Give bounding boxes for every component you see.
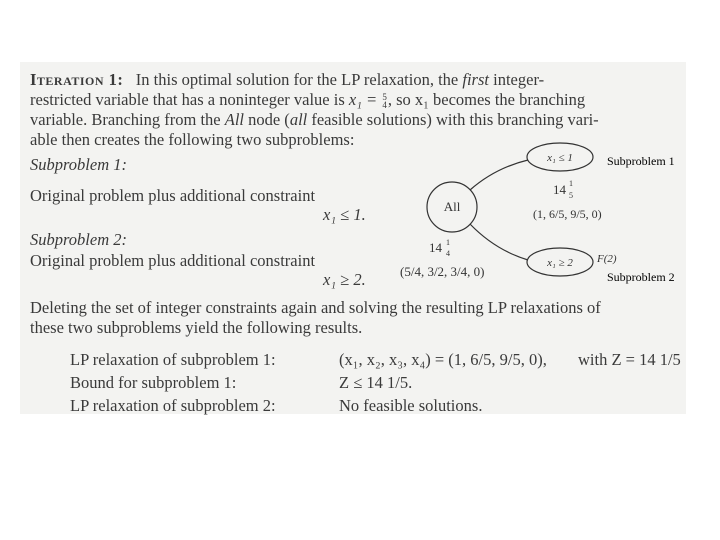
edge-all-to-sub1: [470, 160, 528, 190]
result-label: LP relaxation of subproblem 2:: [70, 396, 276, 415]
subproblem-1-title: Subproblem 1:: [30, 155, 128, 174]
node-1-bound-numerator: 1: [569, 179, 573, 188]
node-1-bound-denominator: 5: [569, 191, 573, 200]
subproblem-2-constraint: x₁ ≥ 2.: [323, 270, 366, 289]
root-bound-whole: 14: [429, 240, 442, 255]
emphasis-first: first: [462, 70, 489, 89]
root-solution: (5/4, 3/2, 3/4, 0): [400, 264, 485, 279]
root-bound-numerator: 1: [446, 238, 450, 247]
iteration-label: Iteration 1:: [30, 70, 124, 89]
node-1-constraint: x₁ ≤ 1: [547, 152, 573, 164]
subproblem-1-annotation: Subproblem 1: [607, 154, 675, 168]
result-label: LP relaxation of subproblem 1:: [70, 350, 276, 369]
result-value: (x₁, x₂, x₃, x₄) = (1, 6/5, 9/5, 0),: [339, 350, 547, 369]
result-value: Z ≤ 14 1/5.: [339, 373, 413, 392]
subproblem-1-text: Original problem plus additional constraint: [30, 186, 316, 205]
emphasis-all-lower: all: [289, 110, 308, 129]
equation: x₁ =: [348, 90, 378, 109]
node-2-constraint: x₁ ≥ 2: [547, 257, 573, 269]
paragraph-text: , so x₁ becomes the branching: [387, 90, 586, 109]
emphasis-all: All: [224, 110, 244, 129]
result-value: No feasible solutions.: [339, 396, 483, 415]
paragraph-text: feasible solutions) with this branching vari-: [311, 110, 599, 129]
node-1-bound-whole: 14: [553, 182, 566, 197]
fraction-denominator: 4: [382, 100, 387, 111]
subproblem-2-text: Original problem plus additional constraint: [30, 251, 316, 270]
paragraph-text: In this optimal solution for the LP relaxation, the: [135, 70, 459, 89]
paragraph-text: integer-: [493, 70, 545, 89]
node-all-label: All: [443, 199, 461, 214]
fraction-numerator: 5: [382, 92, 387, 103]
paragraph-line-4: able then creates the following two subproblems:: [30, 130, 355, 149]
subproblem-2-annotation: Subproblem 2: [607, 270, 675, 284]
subproblem-1-constraint: x₁ ≤ 1.: [323, 205, 366, 224]
root-bound-denominator: 4: [446, 249, 450, 258]
paragraph-text: variable. Branching from the: [30, 110, 221, 129]
results-line-1: Deleting the set of integer constraints again and solving the resulting LP relaxations of: [30, 298, 601, 317]
node-1-solution: (1, 6/5, 9/5, 0): [533, 207, 602, 221]
paragraph-text: restricted variable that has a noninteger value is: [30, 90, 345, 109]
result-extra: with Z = 14 1/5: [578, 350, 681, 369]
results-line-2: these two subproblems yield the following results.: [30, 318, 363, 337]
paragraph-text: node (: [248, 110, 290, 129]
node-2-mark: F(2): [597, 253, 617, 265]
edge-all-to-sub2: [470, 224, 528, 260]
result-label: Bound for subproblem 1:: [70, 373, 237, 392]
subproblem-2-title: Subproblem 2:: [30, 230, 128, 249]
